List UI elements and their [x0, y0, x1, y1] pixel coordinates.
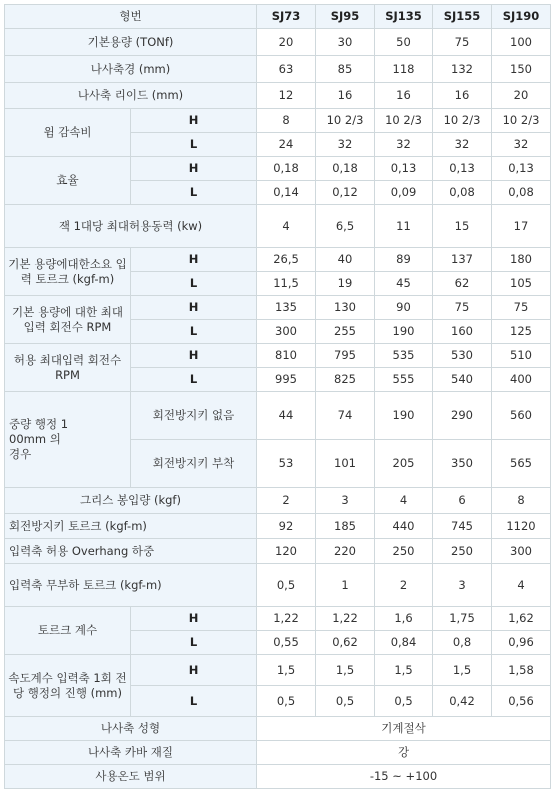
table-cell: 220: [316, 539, 375, 564]
row-label: 윔 감속비: [5, 109, 131, 157]
row-label: 기본용량 (TONf): [5, 29, 257, 56]
table-cell: 1,75: [433, 607, 492, 631]
table-cell: 745: [433, 514, 492, 539]
table-cell: 1,22: [257, 607, 316, 631]
table-row: [5, 564, 551, 607]
table-cell: 3: [433, 564, 492, 607]
h-label: H: [131, 248, 257, 272]
table-cell: 100: [492, 29, 551, 56]
table-row: [5, 717, 551, 741]
table-cell: 75: [433, 29, 492, 56]
table-cell: 290: [433, 392, 492, 440]
table-cell: 1,5: [375, 655, 433, 686]
table-cell: 0,8: [433, 631, 492, 655]
h-label: H: [131, 607, 257, 631]
table-cell: 85: [316, 56, 375, 83]
model-sj190: SJ190: [492, 5, 551, 29]
table-row: [5, 741, 551, 765]
spec-table-container: [4, 4, 550, 789]
table-cell: 0,18: [257, 157, 316, 181]
table-row: [5, 514, 551, 539]
table-cell: 45: [375, 272, 433, 296]
table-cell: 1,5: [433, 655, 492, 686]
table-cell: 0,5: [257, 686, 316, 717]
table-cell: 185: [316, 514, 375, 539]
table-cell: 6,5: [316, 205, 375, 248]
sub-label-with-key: 회전방지키 부착: [131, 440, 257, 488]
h-label: H: [131, 109, 257, 133]
table-cell: 4: [492, 564, 551, 607]
l-label: L: [131, 631, 257, 655]
row-label: 효율: [5, 157, 131, 205]
table-cell: 0,55: [257, 631, 316, 655]
row-label: [5, 392, 131, 488]
l-label: L: [131, 272, 257, 296]
table-cell: 6: [433, 488, 492, 514]
table-cell: 8: [492, 488, 551, 514]
table-cell: 0,13: [433, 157, 492, 181]
table-cell: 300: [492, 539, 551, 564]
table-cell: 4: [375, 488, 433, 514]
table-cell: 90: [375, 296, 433, 320]
table-cell: 0,5: [375, 686, 433, 717]
row-label: 잭 1대당 최대허용동력 (kw): [5, 205, 257, 248]
table-cell: 30: [316, 29, 375, 56]
row-label: 나사축 성형: [5, 717, 257, 741]
table-cell: 20: [492, 83, 551, 109]
table-cell: 120: [257, 539, 316, 564]
table-cell: 137: [433, 248, 492, 272]
table-cell: 0,08: [492, 181, 551, 205]
l-label: L: [131, 133, 257, 157]
l-label: L: [131, 686, 257, 717]
table-cell: 0,5: [316, 686, 375, 717]
header-row: [5, 5, 551, 29]
table-cell: 24: [257, 133, 316, 157]
table-cell: 510: [492, 344, 551, 368]
h-label: H: [131, 157, 257, 181]
row-label: 기본 용량에대한소요 입력 토르크 (kgf-m): [5, 248, 131, 296]
table-cell: 0,56: [492, 686, 551, 717]
table-cell: 50: [375, 29, 433, 56]
row-label: 속도계수 입력축 1회 전당 행정의 진행 (mm): [5, 655, 131, 717]
table-row: [5, 248, 551, 272]
spec-table: [4, 4, 551, 789]
table-cell: 1: [316, 564, 375, 607]
table-cell: 1,6: [375, 607, 433, 631]
table-cell: 16: [316, 83, 375, 109]
table-cell: 300: [257, 320, 316, 344]
table-cell: 1,5: [316, 655, 375, 686]
table-cell: 810: [257, 344, 316, 368]
table-cell: 16: [375, 83, 433, 109]
table-cell: 440: [375, 514, 433, 539]
table-cell: 530: [433, 344, 492, 368]
table-row: [5, 488, 551, 514]
table-cell: 555: [375, 368, 433, 392]
table-cell: 132: [433, 56, 492, 83]
table-cell: 560: [492, 392, 551, 440]
table-cell: 2: [257, 488, 316, 514]
table-cell: 92: [257, 514, 316, 539]
table-row: [5, 655, 551, 686]
weight-label-text: 중량 행정 100mm 의 경우: [9, 417, 69, 461]
table-cell: 125: [492, 320, 551, 344]
table-cell: 32: [492, 133, 551, 157]
table-cell: 118: [375, 56, 433, 83]
table-cell: 10 2/3: [433, 109, 492, 133]
table-cell: 75: [433, 296, 492, 320]
table-cell: 205: [375, 440, 433, 488]
table-cell: 32: [375, 133, 433, 157]
table-row: [5, 765, 551, 789]
table-cell: 89: [375, 248, 433, 272]
row-label: [5, 564, 257, 607]
table-cell: 16: [433, 83, 492, 109]
table-row: [5, 296, 551, 320]
table-cell: 32: [316, 133, 375, 157]
table-cell: 53: [257, 440, 316, 488]
table-cell: -15 ~ +100: [257, 765, 551, 789]
l-label: L: [131, 181, 257, 205]
table-cell: 190: [375, 320, 433, 344]
table-cell: 11: [375, 205, 433, 248]
row-label: 그리스 봉입량 (kgf): [5, 488, 257, 514]
table-cell: 0,96: [492, 631, 551, 655]
table-cell: 19: [316, 272, 375, 296]
table-cell: 250: [433, 539, 492, 564]
table-cell: 995: [257, 368, 316, 392]
table-cell: 0,42: [433, 686, 492, 717]
table-cell: 74: [316, 392, 375, 440]
row-label: 나사축 카바 재질: [5, 741, 257, 765]
table-row: [5, 607, 551, 631]
table-cell: 20: [257, 29, 316, 56]
table-cell: 400: [492, 368, 551, 392]
table-cell: 101: [316, 440, 375, 488]
h-label: H: [131, 296, 257, 320]
table-cell: 0,84: [375, 631, 433, 655]
table-cell: 26,5: [257, 248, 316, 272]
table-cell: 10 2/3: [492, 109, 551, 133]
table-cell: 10 2/3: [375, 109, 433, 133]
table-cell: 0,09: [375, 181, 433, 205]
row-label: 회전방지키 토르크 (kgf-m): [5, 514, 257, 539]
model-sj73: SJ73: [257, 5, 316, 29]
row-label: 나사축경 (mm): [5, 56, 257, 83]
table-cell: 795: [316, 344, 375, 368]
table-cell: 105: [492, 272, 551, 296]
table-cell: 160: [433, 320, 492, 344]
table-cell: 825: [316, 368, 375, 392]
table-cell: 17: [492, 205, 551, 248]
table-cell: 3: [316, 488, 375, 514]
table-row: [5, 109, 551, 133]
table-cell: 2: [375, 564, 433, 607]
sub-label-no-key: 회전방지키 없음: [131, 392, 257, 440]
table-cell: 10 2/3: [316, 109, 375, 133]
table-cell: 0,08: [433, 181, 492, 205]
table-cell: 0,13: [375, 157, 433, 181]
table-cell: 180: [492, 248, 551, 272]
table-row: [5, 205, 551, 248]
table-row: [5, 344, 551, 368]
table-row: [5, 56, 551, 83]
table-cell: 0,62: [316, 631, 375, 655]
table-cell: 0,13: [492, 157, 551, 181]
table-cell: 1120: [492, 514, 551, 539]
row-label: 사용온도 범위: [5, 765, 257, 789]
model-header-label: 형번: [5, 5, 257, 29]
table-cell: 강: [257, 741, 551, 765]
row-label: 입력축 허용 Overhang 하중: [5, 539, 257, 564]
table-cell: 1,22: [316, 607, 375, 631]
row-label: 허용 최대입력 회전수 RPM: [5, 344, 131, 392]
model-sj155: SJ155: [433, 5, 492, 29]
row-label: 토르크 계수: [5, 607, 131, 655]
table-cell: 1,58: [492, 655, 551, 686]
table-row: [5, 392, 551, 440]
model-sj135: SJ135: [375, 5, 433, 29]
table-cell: 540: [433, 368, 492, 392]
table-row: [5, 83, 551, 109]
table-cell: 75: [492, 296, 551, 320]
table-cell: 150: [492, 56, 551, 83]
table-cell: 11,5: [257, 272, 316, 296]
table-cell: 135: [257, 296, 316, 320]
table-cell: 32: [433, 133, 492, 157]
table-cell: 1,62: [492, 607, 551, 631]
table-cell: 63: [257, 56, 316, 83]
table-cell: 535: [375, 344, 433, 368]
table-cell: 190: [375, 392, 433, 440]
table-row: [5, 157, 551, 181]
table-cell: 0,12: [316, 181, 375, 205]
table-cell: 12: [257, 83, 316, 109]
table-cell: 8: [257, 109, 316, 133]
h-label: H: [131, 655, 257, 686]
row-label: 기본 용량에 대한 최대 입력 회전수 RPM: [5, 296, 131, 344]
table-cell: 44: [257, 392, 316, 440]
l-label: L: [131, 368, 257, 392]
table-cell: 0,14: [257, 181, 316, 205]
table-cell: 565: [492, 440, 551, 488]
table-cell: 기계절삭: [257, 717, 551, 741]
table-cell: 0,18: [316, 157, 375, 181]
table-row: [5, 29, 551, 56]
table-row: [5, 539, 551, 564]
table-cell: 250: [375, 539, 433, 564]
model-sj95: SJ95: [316, 5, 375, 29]
table-cell: 1,5: [257, 655, 316, 686]
table-cell: 130: [316, 296, 375, 320]
table-cell: 0,5: [257, 564, 316, 607]
row-label: 나사축 리이드 (mm): [5, 83, 257, 109]
table-cell: 350: [433, 440, 492, 488]
l-label: L: [131, 320, 257, 344]
table-cell: 40: [316, 248, 375, 272]
table-cell: 15: [433, 205, 492, 248]
no-load-torque-label-text: 입력축 무부하 토르크 (kgf-m): [9, 577, 162, 592]
table-cell: 62: [433, 272, 492, 296]
table-cell: 4: [257, 205, 316, 248]
table-cell: 255: [316, 320, 375, 344]
h-label: H: [131, 344, 257, 368]
